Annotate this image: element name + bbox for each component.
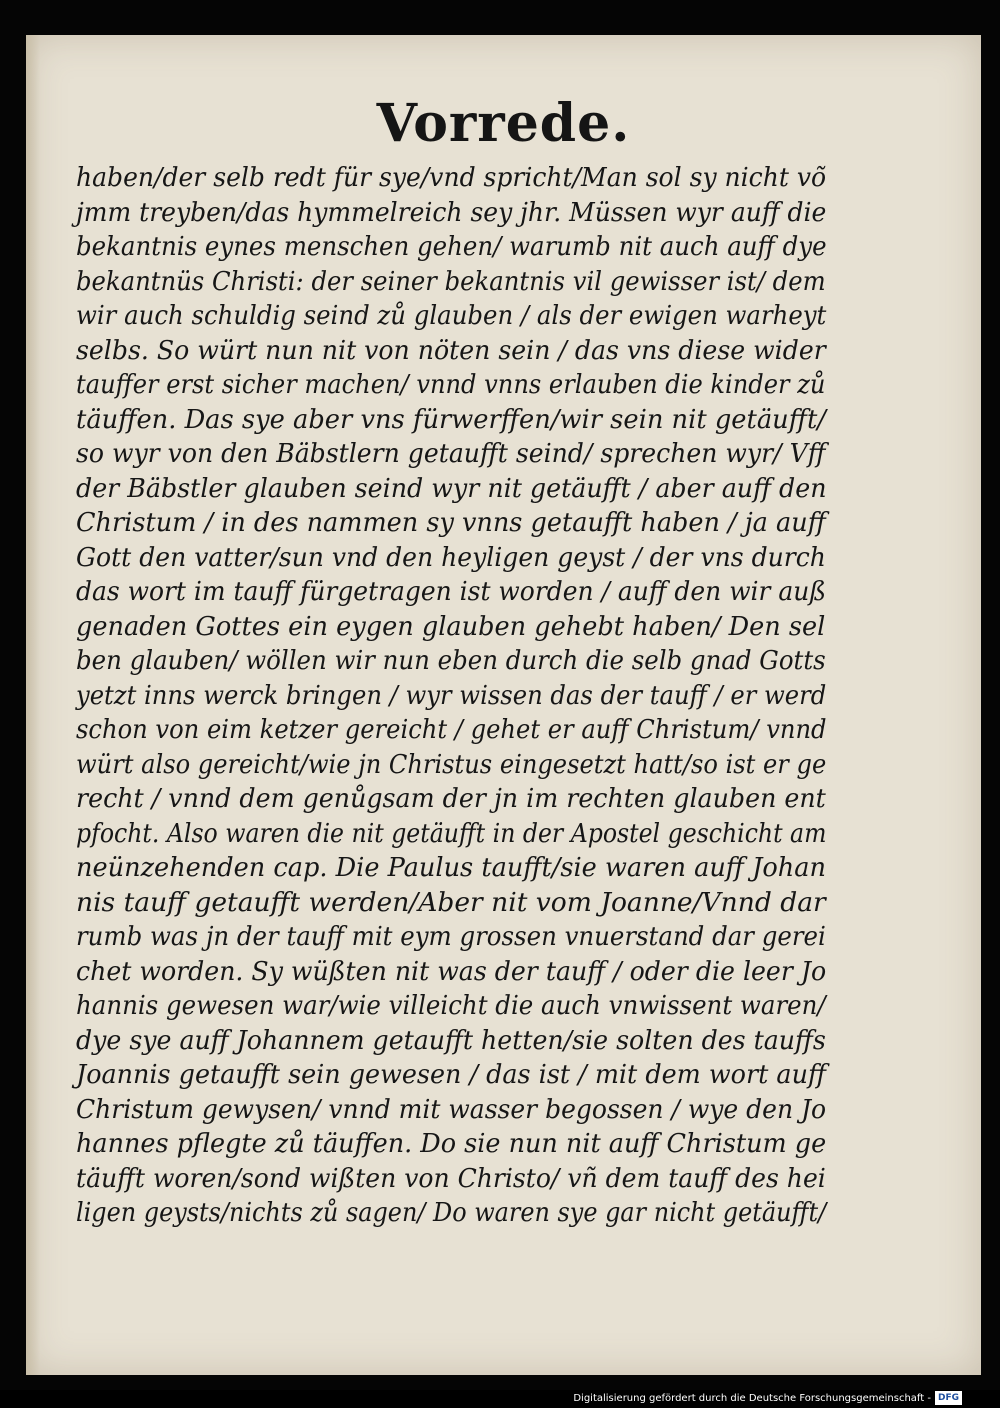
text-line: recht / vnnd dem genůgsam der jn im rechten glauben ent (76, 784, 826, 814)
text-line: ben glauben/ wöllen wir nun eben durch die selb gnad Gotts (76, 646, 826, 676)
text-line: schon von eim ketzer gereicht / gehet er auff Christum/ vnnd (76, 715, 827, 745)
text-line: täufft woren/sond wißten von Christo/ vñ dem tauff des hei (76, 1163, 826, 1194)
text-line: hannis gewesen war/wie villeicht die auch vnwissent waren/ (76, 991, 826, 1021)
text-line: neünzehenden cap. Die Paulus taufft/sie waren auff Johan (76, 853, 826, 883)
text-line: Joannis getaufft sein gewesen / das ist / mit dem wort auff (76, 1060, 826, 1090)
text-line: genaden Gottes ein eygen glauben gehebt haben/ Den sel (76, 611, 826, 642)
text-line: nis tauff getaufft werden/Aber nit vom Joanne/Vnnd dar (76, 887, 826, 918)
text-line: tauffer erst sicher machen/ vnnd vnns erlauben die kinder zů (76, 370, 826, 400)
text-line: Christum gewysen/ vnnd mit wasser begossen / wye den Jo (76, 1094, 827, 1125)
dfg-logo: DFG (935, 1391, 962, 1405)
text-line: würt also gereicht/wie jn Christus eingesetzt hatt/so ist er ge (76, 749, 827, 780)
text-line: haben/der selb redt für sye/vnd spricht/Man sol sy nicht võ (76, 163, 827, 193)
text-line: ligen geysts/nichts zů sagen/ Do waren sye gar nicht getäufft/ (76, 1198, 827, 1228)
credit-text: Digitalisierung gefördert durch die Deutsche Forschungsgemeinschaft - (573, 1392, 931, 1404)
text-line: rumb was jn der tauff mit eym grossen vnuerstand dar gerei (76, 922, 826, 952)
text-line: yetzt inns werck bringen / wyr wissen das der tauff / er werd (76, 680, 827, 711)
text-line: jmm treyben/das hymmelreich sey jhr. Müssen wyr auff die (76, 197, 827, 228)
text-line: Gott den vatter/sun vnd den heyligen geyst / der vns durch (76, 542, 826, 573)
book-page (26, 35, 981, 1375)
text-line: selbs. So würt nun nit von nöten sein / das vns diese wider (76, 335, 826, 366)
text-line: dye sye auff Johannem getaufft hetten/sie solten des tauffs (76, 1025, 826, 1056)
text-line: wir auch schuldig seind zů glauben / als der ewigen warheyt (76, 301, 827, 331)
digitization-credit (573, 1390, 962, 1406)
text-line: so wyr von den Bäbstlern getaufft seind/ sprechen wyr/ Vff (76, 439, 826, 469)
text-line: das wort im tauff fürgetragen ist worden / auff den wir auß (76, 577, 827, 607)
page-heading: Vorrede. (376, 93, 631, 154)
text-line: täuffen. Das sye aber vns fürwerffen/wir sein nit getäufft/ (76, 404, 826, 435)
body-text (76, 161, 836, 1231)
text-line: chet worden. Sy wüßten nit was der tauff / oder die leer Jo (76, 956, 827, 987)
text-line: hannes pflegte zů täuffen. Do sie nun nit auff Christum ge (76, 1129, 827, 1159)
text-line: Christum / in des nammen sy vnns getaufft haben / ja auff (76, 508, 826, 538)
text-line: bekantnis eynes menschen gehen/ warumb nit auch auff dye (76, 232, 827, 262)
text-line: bekantnüs Christi: der seiner bekantnis vil gewisser ist/ dem (76, 266, 826, 297)
page-gutter-shadow (26, 35, 40, 1375)
text-line: pfocht. Also waren die nit getäufft in der Apostel geschicht am (76, 818, 827, 849)
text-line: der Bäbstler glauben seind wyr nit getäufft / aber auff den (76, 473, 827, 504)
